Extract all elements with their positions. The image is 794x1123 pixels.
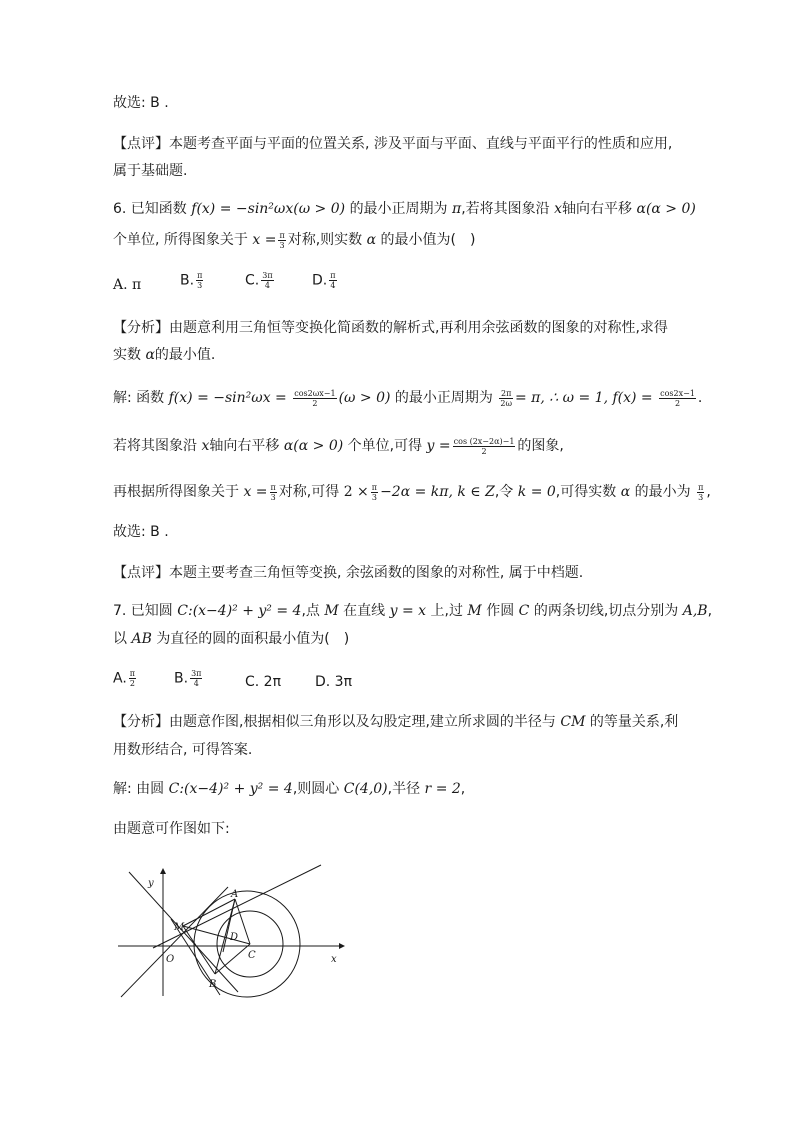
fraction [196, 271, 203, 290]
comment-text: 【点评】本题主要考查三角恒等变换, 余弦函数的图象的对称性, 属于中档题. [113, 565, 584, 581]
label-a: A [231, 889, 239, 900]
fraction-numerator: cos (2x−2α)−1 [453, 436, 515, 446]
fraction-denominator: 4 [193, 679, 199, 688]
solution-text: 的最小正周期为 [394, 390, 493, 406]
fraction-denominator: 2ω [500, 398, 512, 408]
solution-text: 由题意可作图如下: [113, 821, 230, 837]
label-m: M [174, 922, 185, 933]
segment-ma [183, 899, 235, 926]
solution-6-line-a [113, 388, 702, 408]
solution-text: ,则圆心 [292, 781, 340, 797]
question-text: 以 [113, 631, 127, 647]
question-7-line-a [113, 601, 712, 621]
answer-text: 故选: B . [113, 95, 169, 111]
analysis-6-line-a [113, 318, 668, 338]
math-expression: = π, ∴ ω = 1, f(x) = [514, 390, 653, 406]
math-expression: α(α > 0) [283, 438, 344, 454]
math-symbol: x [554, 201, 563, 217]
fraction-numerator: cos2ωx−1 [294, 388, 336, 398]
analysis-text: 实数 [113, 347, 141, 363]
answer-line-2 [113, 522, 169, 542]
math-expression: C(4,0) [343, 781, 388, 797]
label-d: D [230, 932, 239, 943]
math-expression: y = x [389, 603, 427, 619]
label-b: B [209, 979, 217, 990]
option-label: A. [113, 670, 127, 687]
comment-text: 【点评】本题考查平面与平面的位置关系, 涉及平面与平面、直线与平面平行的性质和应用, [113, 136, 673, 152]
math-expression: (ω > 0) [338, 390, 391, 406]
label-c: C [248, 950, 256, 961]
question-text: 对称,则实数 [287, 232, 363, 248]
analysis-text: 的最小值. [154, 347, 216, 363]
fraction-denominator: 4 [330, 281, 336, 290]
solution-text: ,令 [494, 484, 514, 500]
comment-1-line-b [113, 161, 187, 181]
fraction-numerator: π [371, 482, 378, 492]
y-axis-arrow [160, 868, 166, 874]
answer-line-1 [113, 93, 169, 113]
question-text: 6. 已知函数 [113, 201, 187, 217]
q7-option-b [174, 669, 204, 688]
solution-text: 再根据所得图象关于 [113, 484, 239, 500]
x-axis-arrow [339, 943, 345, 949]
math-expression: f(x) = −sin²ωx = [168, 390, 287, 406]
math-expression: A,B [682, 603, 708, 619]
math-expression: AB [131, 631, 152, 647]
fraction-denominator: 3 [270, 492, 276, 502]
q6-option-c [245, 271, 276, 290]
math-symbol: α [145, 347, 155, 363]
punctuation: . [697, 390, 703, 406]
option-label: B. [174, 670, 189, 687]
solution-text: 的最小为 [634, 484, 691, 500]
fraction-numerator: cos2x−1 [660, 388, 695, 398]
solution-text: 的图象, [517, 438, 564, 454]
solution-text: 个单位,可得 [347, 438, 423, 454]
question-text: 7. 已知圆 [113, 603, 173, 619]
option-label: D. [312, 272, 328, 289]
label-o: O [166, 954, 175, 965]
fraction [190, 669, 202, 688]
q7-option-a [113, 669, 138, 688]
math-expression: −2α = kπ, k ∈ Z [380, 484, 495, 500]
question-text: 为直径的圆的面积最小值为( ) [156, 631, 350, 647]
fraction-denominator: 4 [264, 281, 270, 290]
fraction [261, 271, 273, 290]
math-expression: CM [560, 714, 586, 730]
fraction-numerator: π [330, 271, 336, 280]
math-expression: x = [243, 484, 268, 500]
fraction-denominator: 3 [698, 492, 704, 502]
segment-ad [223, 899, 235, 952]
math-symbol: x [201, 438, 210, 454]
fraction-numerator: π [197, 271, 203, 280]
solution-text: 对称,可得 [278, 484, 340, 500]
math-expression: f(x) = −sin²ωx(ω > 0) [191, 201, 346, 217]
solution-6-line-b [113, 436, 564, 456]
math-expression: C:(x−4)² + y² = 4 [168, 781, 293, 797]
math-expression: C:(x−4)² + y² = 4 [177, 603, 302, 619]
math-expression: y = [426, 438, 451, 454]
solution-text: ,半径 [387, 781, 421, 797]
fraction [453, 437, 516, 456]
math-symbol: α [366, 232, 377, 248]
analysis-text: 的等量关系,利 [589, 714, 679, 730]
solution-text: 解: 函数 [113, 390, 165, 406]
geometry-figure [113, 862, 353, 1002]
fraction-numerator: π [698, 482, 704, 492]
question-text: 轴向右平移 [562, 201, 633, 217]
analysis-text: 用数形结合, 可得答案. [113, 742, 253, 758]
question-text: 的最小值为( ) [380, 232, 476, 248]
fraction-denominator: 2 [312, 398, 318, 408]
fraction-denominator: 3 [197, 281, 203, 290]
math-expression: k = 0 [517, 484, 556, 500]
math-expression: r = 2 [424, 781, 461, 797]
solution-text: 解: 由圆 [113, 781, 165, 797]
math-expression: x = [252, 232, 277, 248]
q6-option-d [312, 271, 339, 290]
comment-2-line [113, 563, 583, 583]
fraction-numerator: 3π [191, 669, 202, 678]
analysis-7-line-b [113, 740, 252, 760]
option-text: C. 2π [245, 674, 282, 690]
question-6-line-b [113, 230, 475, 250]
math-symbol: C [518, 603, 530, 619]
label-y: y [148, 878, 154, 889]
punctuation: , [707, 603, 713, 619]
fraction-denominator: 3 [371, 492, 377, 502]
answer-text: 故选: B . [113, 524, 169, 540]
solution-text: 若将其图象沿 [113, 438, 197, 454]
fraction [329, 271, 336, 290]
fraction [499, 389, 513, 408]
fraction-denominator: 3 [279, 240, 285, 250]
math-symbol: M [324, 603, 339, 619]
q7-option-d [315, 674, 352, 690]
fraction [278, 231, 285, 250]
fraction-numerator: π [279, 230, 285, 240]
question-text: 个单位, 所得图象关于 [113, 232, 248, 248]
solution-6-line-c [113, 482, 711, 502]
fraction [270, 483, 277, 502]
punctuation: , [460, 781, 466, 797]
option-text: A. π [113, 277, 142, 293]
fraction [697, 483, 704, 502]
option-text: D. 3π [315, 674, 353, 690]
solution-7-line-a [113, 779, 465, 799]
label-x: x [331, 954, 337, 965]
fraction [659, 389, 696, 408]
option-label: C. [245, 272, 260, 289]
math-symbol: π [452, 201, 462, 217]
question-text: ,点 [301, 603, 320, 619]
solution-text: 轴向右平移 [209, 438, 280, 454]
fraction-numerator: π [129, 669, 136, 678]
fraction-denominator: 2 [481, 446, 487, 456]
question-text: 的最小正周期为 [349, 201, 448, 217]
fraction [293, 389, 336, 408]
comment-text: 属于基础题. [113, 163, 188, 179]
q6-option-a [113, 277, 141, 293]
analysis-text: 【分析】由题意利用三角恒等变换化简函数的解析式,再利用余弦函数的图象的对称性,求得 [113, 320, 668, 336]
math-symbol: α [620, 484, 631, 500]
math-expression: 2 × [343, 484, 369, 500]
analysis-6-line-b [113, 345, 215, 365]
question-7-line-b [113, 629, 349, 649]
solution-7-line-b [113, 819, 230, 839]
fraction-denominator: 2 [674, 398, 681, 408]
fraction-numerator: π [270, 482, 276, 492]
math-expression: α(α > 0) [636, 201, 696, 217]
analysis-text: 【分析】由题意作图,根据相似三角形以及勾股定理,建立所求圆的半径与 [113, 714, 556, 730]
q6-option-b [180, 271, 205, 290]
question-text: 上,过 [430, 603, 463, 619]
fraction-denominator: 2 [129, 679, 135, 688]
solution-text: ,可得实数 [555, 484, 617, 500]
analysis-7-line-a [113, 712, 678, 732]
q7-option-c [245, 674, 281, 690]
question-text: ,若将其图象沿 [461, 201, 550, 217]
fraction [129, 669, 136, 688]
math-symbol: M [467, 603, 482, 619]
question-6-line-a [113, 199, 696, 219]
option-label: B. [180, 272, 195, 289]
comment-1-line-a [113, 134, 672, 154]
question-text: 的两条切线,切点分别为 [533, 603, 679, 619]
punctuation: , [706, 484, 711, 500]
question-text: 在直线 [343, 603, 386, 619]
question-text: 作圆 [486, 603, 515, 619]
fraction-numerator: 2π [500, 388, 512, 398]
fraction-numerator: 3π [262, 271, 273, 280]
fraction [371, 483, 378, 502]
